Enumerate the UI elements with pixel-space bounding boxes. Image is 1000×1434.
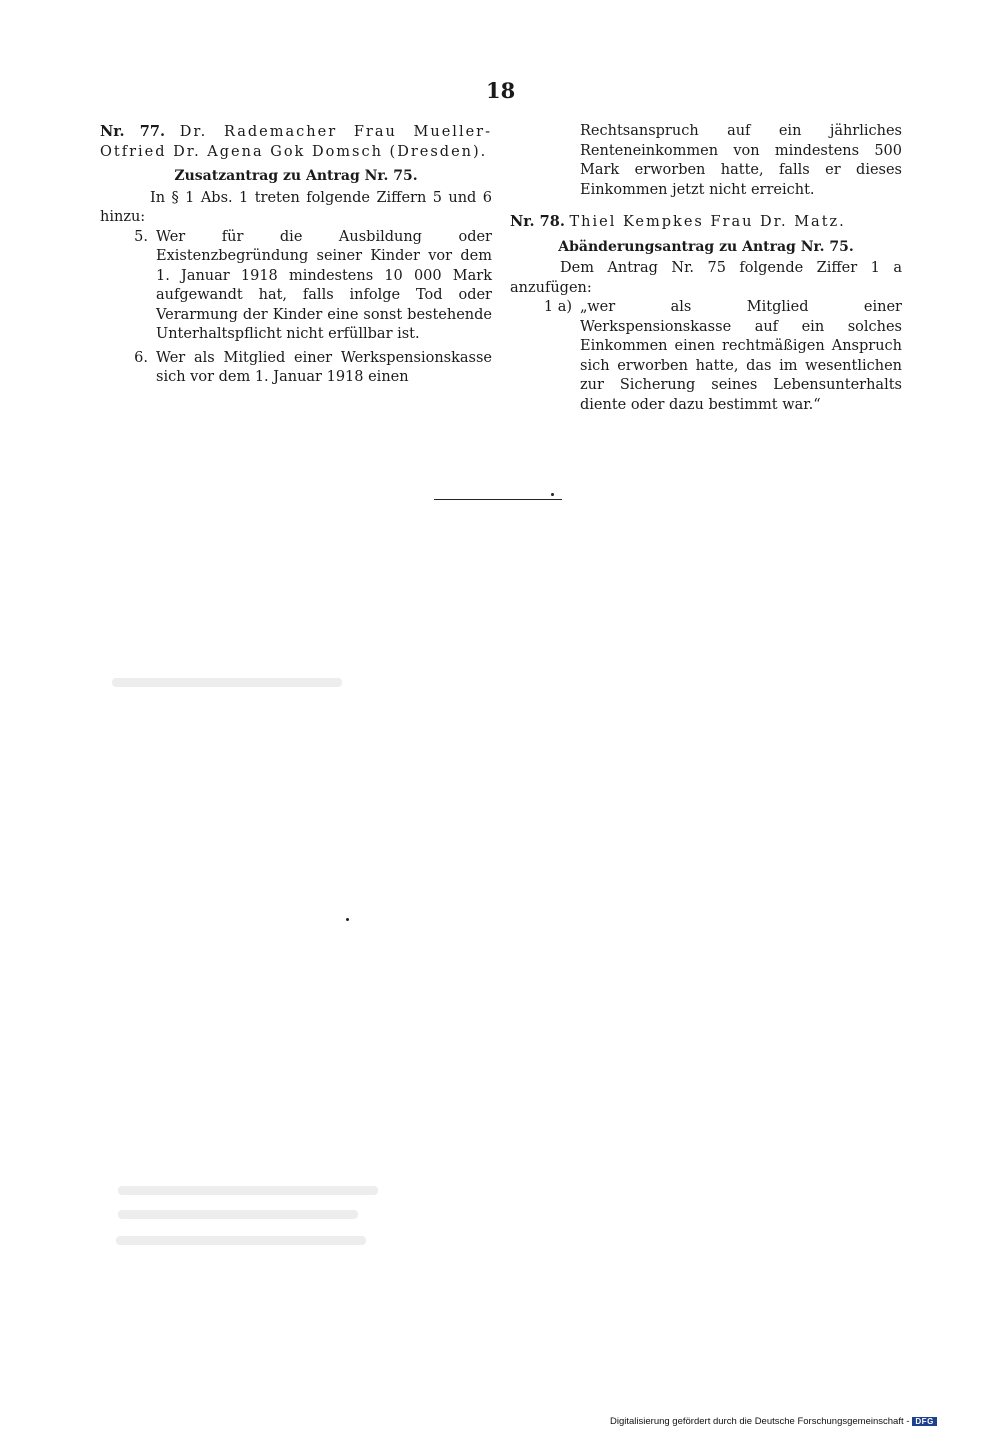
page-number: 18	[486, 78, 516, 103]
section-divider	[434, 499, 562, 500]
dfg-logo: DFG	[912, 1417, 936, 1426]
item-number: 1 a)	[543, 299, 572, 315]
motion-78-intro: Dem Antrag Nr. 75 folgende Ziffer 1 a anzufügen:	[510, 260, 902, 296]
motion-77-item-6-continuation: Rechtsanspruch auf ein jährliches Renteneinkommen von mindestens 500 Mark erworben hatte, falls er dieses Einkommen jetzt nicht erreicht.	[580, 123, 902, 198]
item-number: 6.	[134, 349, 148, 366]
ink-speck	[551, 493, 554, 496]
motion-78-number: Nr. 78.	[510, 213, 565, 230]
motion-78-item-1a	[510, 298, 902, 415]
right-column	[510, 122, 902, 419]
digitization-credit	[610, 1416, 937, 1427]
bleed-through-smudge	[118, 1186, 378, 1195]
motion-77-item-6	[100, 349, 492, 388]
bleed-through-smudge	[116, 1236, 366, 1245]
bleed-through-smudge	[112, 678, 342, 687]
item-text: Wer als Mitglied einer Werkspensionskasse sich vor dem 1. Januar 1918 einen	[156, 349, 492, 385]
motion-77-intro: In § 1 Abs. 1 treten folgende Ziffern 5 und 6 hinzu:	[100, 189, 492, 225]
footer-text: Digitalisierung gefördert durch die Deutsche Forschungsgemeinschaft -	[610, 1416, 910, 1427]
item-text: Wer für die Ausbildung oder Existenzbegründung seiner Kinder vor dem 1. Januar 1918 mindestens 10 000 Mark aufgewandt hat, falls infolge Tod oder Verarmung der Kinder eine sonst bestehende Unterhaltspflicht nicht erfüllbar ist.	[156, 228, 492, 342]
item-text: „wer als Mitglied einer Werkspensionskasse auf ein solches Einkommen einen rechtmäßigen Anspruch sich erworben hatte, das im wesentlichen zur Sicherung seines Lebensunterhalts diente oder dazu bestimmt war.“	[580, 299, 902, 413]
bleed-through-smudge	[118, 1210, 358, 1219]
ink-speck	[346, 918, 349, 921]
left-column	[100, 122, 492, 392]
motion-77-item-5	[100, 228, 492, 345]
motion-78-subtitle: Abänderungsantrag zu Antrag Nr. 75.	[558, 238, 854, 255]
motion-77-signatories: Dr. Rademacher Frau Mueller-Otfried Dr. Agena Gok Domsch (Dresden).	[100, 124, 492, 160]
motion-77-number: Nr. 77.	[100, 123, 165, 140]
item-number: 5.	[134, 228, 148, 245]
motion-78-signatories: Thiel Kempkes Frau Dr. Matz.	[569, 214, 846, 230]
motion-77-heading	[100, 122, 492, 162]
motion-78-heading	[510, 212, 902, 233]
motion-77-subtitle: Zusatzantrag zu Antrag Nr. 75.	[174, 168, 418, 184]
